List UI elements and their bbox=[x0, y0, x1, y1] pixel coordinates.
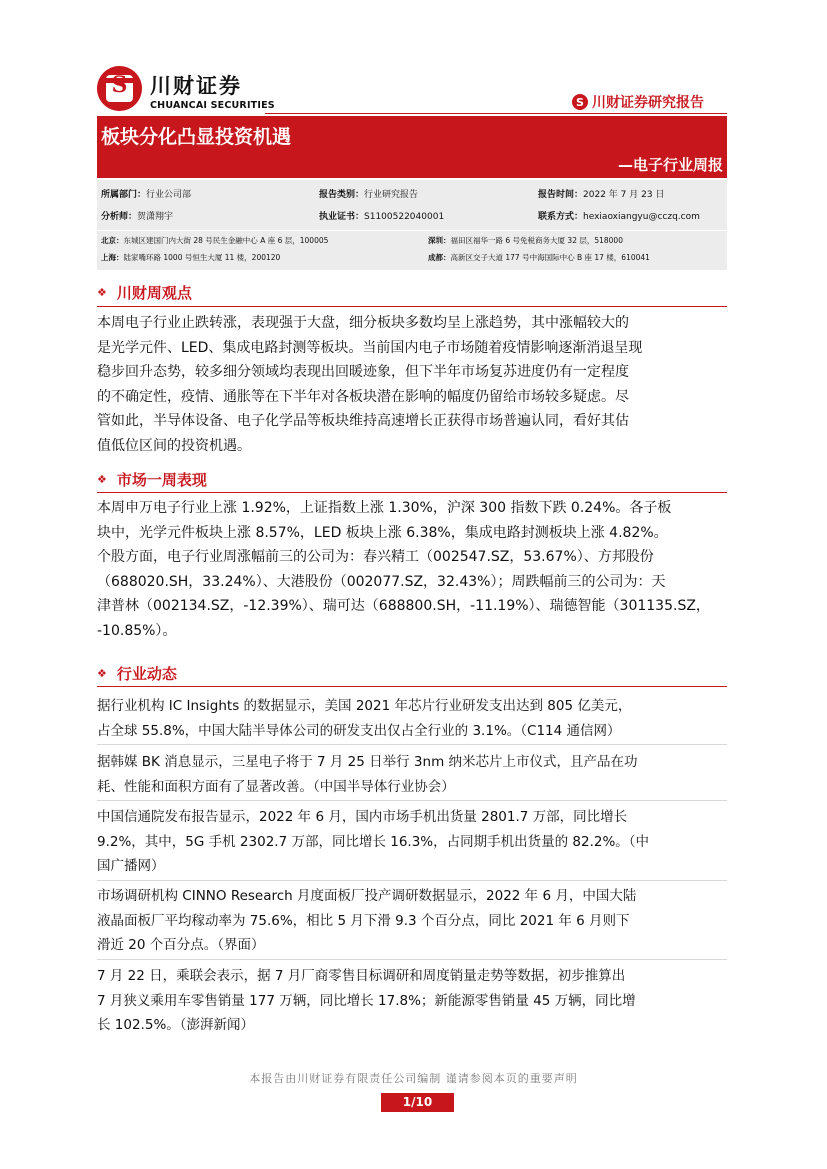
news-item bbox=[97, 805, 729, 879]
text-line: 9.2%，其中，5G 手机 2302.7 万部，同比增长 16.3%，占同期手机出货量的 82.2%。（中 bbox=[97, 833, 650, 850]
section-title: 行业动态 bbox=[116, 665, 177, 683]
text-line: 7 月 22 日，乘联会表示，据 7 月厂商零售目标调研和周度销量走势等数据，初步推算出 bbox=[97, 968, 626, 984]
section-title: 川财周观点 bbox=[116, 284, 192, 302]
dept-field bbox=[101, 187, 191, 200]
chengdu-label: 成都： bbox=[428, 253, 451, 262]
report-title: 板块分化凸显投资机遇 bbox=[101, 126, 292, 148]
news-item bbox=[97, 884, 729, 958]
report-tag bbox=[572, 92, 704, 112]
news-divider bbox=[97, 959, 727, 960]
text-line: 长 102.5%。（澎湃新闻） bbox=[97, 1017, 255, 1033]
time-label: 报告时间： bbox=[538, 190, 584, 200]
cert-label: 执业证书： bbox=[319, 212, 365, 222]
logo-glyph: S bbox=[111, 72, 128, 98]
time-value: 2022 年 7 月 23 日 bbox=[583, 190, 665, 200]
brand-name-en: CHUANCAI SECURITIES bbox=[150, 100, 275, 111]
report-subtitle: —电子行业周报 bbox=[617, 156, 723, 174]
text-line: 块中，光学元件板块上涨 8.57%，LED 板块上涨 6.38%，集成电路封测板块上涨 4.82%。 bbox=[97, 524, 668, 541]
contact-field bbox=[538, 209, 700, 222]
company-logo-icon bbox=[97, 66, 142, 111]
chengdu-value: 高新区交子大道 177 号中海国际中心 B 座 17 楼，610041 bbox=[450, 253, 650, 262]
type-field bbox=[319, 187, 418, 200]
text-line: 管如此，半导体设备、电子化学品等板块维持高速增长正获得市场普遍认同，看好其估 bbox=[97, 413, 629, 429]
text-line: 滑近 20 个百分点。（界面） bbox=[97, 937, 265, 953]
brand-name-cn: 川财证券 bbox=[150, 74, 242, 98]
analyst-field bbox=[101, 209, 173, 222]
section-industry-heading bbox=[97, 663, 177, 684]
news-divider bbox=[97, 800, 727, 801]
report-tag-label: 川财证券研究报告 bbox=[592, 95, 704, 111]
news-divider bbox=[97, 880, 727, 881]
info-separator bbox=[97, 230, 727, 231]
news-item bbox=[97, 694, 729, 743]
section-title: 市场一周表现 bbox=[116, 471, 207, 489]
shenzhen-address bbox=[428, 235, 623, 246]
section-divider bbox=[97, 686, 727, 687]
time-field bbox=[538, 187, 664, 200]
section-divider bbox=[97, 306, 727, 307]
section-view-heading bbox=[97, 282, 192, 303]
contact-value[interactable]: hexiaoxiangyu@cczq.com bbox=[583, 212, 700, 222]
text-line: 据行业机构 IC Insights 的数据显示，美国 2021 年芯片行业研发支出达到 805 亿美元， bbox=[97, 698, 632, 714]
cert-field bbox=[319, 209, 444, 222]
dept-value: 行业公司部 bbox=[146, 190, 192, 200]
text-line: 本周电子行业止跌转涨，表现强于大盘，细分板块多数均呈上涨趋势，其中涨幅较大的 bbox=[97, 315, 629, 331]
diamond-bullet-icon: ❖ bbox=[97, 286, 107, 299]
shanghai-label: 上海： bbox=[101, 253, 124, 262]
header-divider bbox=[265, 113, 727, 114]
analyst-label: 分析师： bbox=[101, 212, 138, 222]
beijing-label: 北京： bbox=[101, 236, 124, 245]
text-line: 占全球 55.8%，中国大陆半导体公司的研发支出仅占全行业的 3.1%。（C114 通信网） bbox=[97, 722, 621, 739]
type-value: 行业研究报告 bbox=[364, 190, 419, 200]
market-paragraph bbox=[97, 496, 729, 643]
shenzhen-label: 深圳： bbox=[428, 236, 451, 245]
text-line: 个股方面，电子行业周涨幅前三的公司为：春兴精工（002547.SZ，53.67%）、方邦股份 bbox=[97, 549, 654, 565]
shanghai-value: 陆家嘴环路 1000 号恒生大厦 11 楼，200120 bbox=[123, 253, 281, 262]
cert-value: S1100522040001 bbox=[364, 212, 445, 222]
section-divider bbox=[97, 492, 727, 493]
text-line: 值低位区间的投资机遇。 bbox=[97, 437, 251, 454]
report-info-panel bbox=[97, 180, 727, 270]
section-market-heading bbox=[97, 469, 207, 490]
text-line: 稳步回升态势，较多细分领域均表现出回暖迹象，但下半年市场复苏进度仍有一定程度 bbox=[97, 364, 629, 380]
view-paragraph bbox=[97, 311, 729, 458]
text-line: 7 月狭义乘用车零售销量 177 万辆，同比增长 17.8%；新能源零售销量 45 万辆，同比增 bbox=[97, 992, 636, 1009]
news-item bbox=[97, 750, 729, 799]
text-line: 中国信通院发布报告显示，2022 年 6 月，国内市场手机出货量 2801.7 万部，同比增长 bbox=[97, 809, 628, 825]
chengdu-address bbox=[428, 252, 650, 263]
news-divider bbox=[97, 744, 727, 745]
text-line: （688020.SH，33.24%）、大港股份（002077.SZ，32.43%）；周跌幅前三的公司为：天 bbox=[97, 573, 666, 590]
title-banner bbox=[97, 116, 727, 178]
text-line: 市场调研机构 CINNO Research 月度面板厂投产调研数据显示，2022 年 6 月，中国大陆 bbox=[97, 888, 637, 904]
text-line: 的不确定性，疫情、通胀等在下半年对各板块潜在影响的幅度仍留给市场较多疑虑。尽 bbox=[97, 388, 629, 405]
diamond-bullet-icon: ❖ bbox=[97, 667, 107, 680]
analyst-value: 贺潇翔宇 bbox=[137, 212, 174, 222]
text-line: 国广播网） bbox=[97, 858, 165, 874]
text-line: 津普林（002134.SZ，-12.39%）、瑞可达（688800.SH，-11.19%）、瑞德智能（301135.SZ， bbox=[97, 598, 710, 614]
text-line: 耗、性能和面积方面有了显著改善。（中国半导体行业协会） bbox=[97, 778, 455, 795]
type-label: 报告类别： bbox=[319, 190, 365, 200]
text-line: 是光学元件、LED、集成电路封测等板块。当前国内电子市场随着疫情影响逐渐消退呈现 bbox=[97, 339, 643, 356]
news-item bbox=[97, 964, 729, 1038]
text-line: -10.85%）。 bbox=[97, 622, 177, 639]
text-line: 据韩媒 BK 消息显示，三星电子将于 7 月 25 日举行 3nm 纳米芯片上市仪式，且产品在功 bbox=[97, 754, 638, 770]
beijing-address bbox=[101, 235, 328, 246]
text-line: 液晶面板厂平均稼动率为 75.6%，相比 5 月下滑 9.3 个百分点，同比 2021 年 6 月则下 bbox=[97, 912, 630, 929]
page-number: 1/10 bbox=[381, 1093, 454, 1112]
footer-disclaimer: 本报告由川财证券有限责任公司编制 谨请参阅本页的重要声明 bbox=[249, 1072, 578, 1085]
text-line: 本周申万电子行业上涨 1.92%，上证指数上涨 1.30%，沪深 300 指数下跌 0.24%。各子板 bbox=[97, 500, 672, 516]
diamond-bullet-icon: ❖ bbox=[97, 473, 107, 486]
shanghai-address bbox=[101, 252, 280, 263]
report-logo-icon: S bbox=[572, 94, 588, 110]
shenzhen-value: 福田区福华一路 6 号免税商务大厦 32 层，518000 bbox=[450, 236, 623, 245]
dept-label: 所属部门： bbox=[101, 190, 147, 200]
contact-label: 联系方式： bbox=[538, 212, 584, 222]
beijing-value: 东城区建国门内大街 28 号民生金融中心 A 座 6 层，100005 bbox=[123, 236, 329, 245]
